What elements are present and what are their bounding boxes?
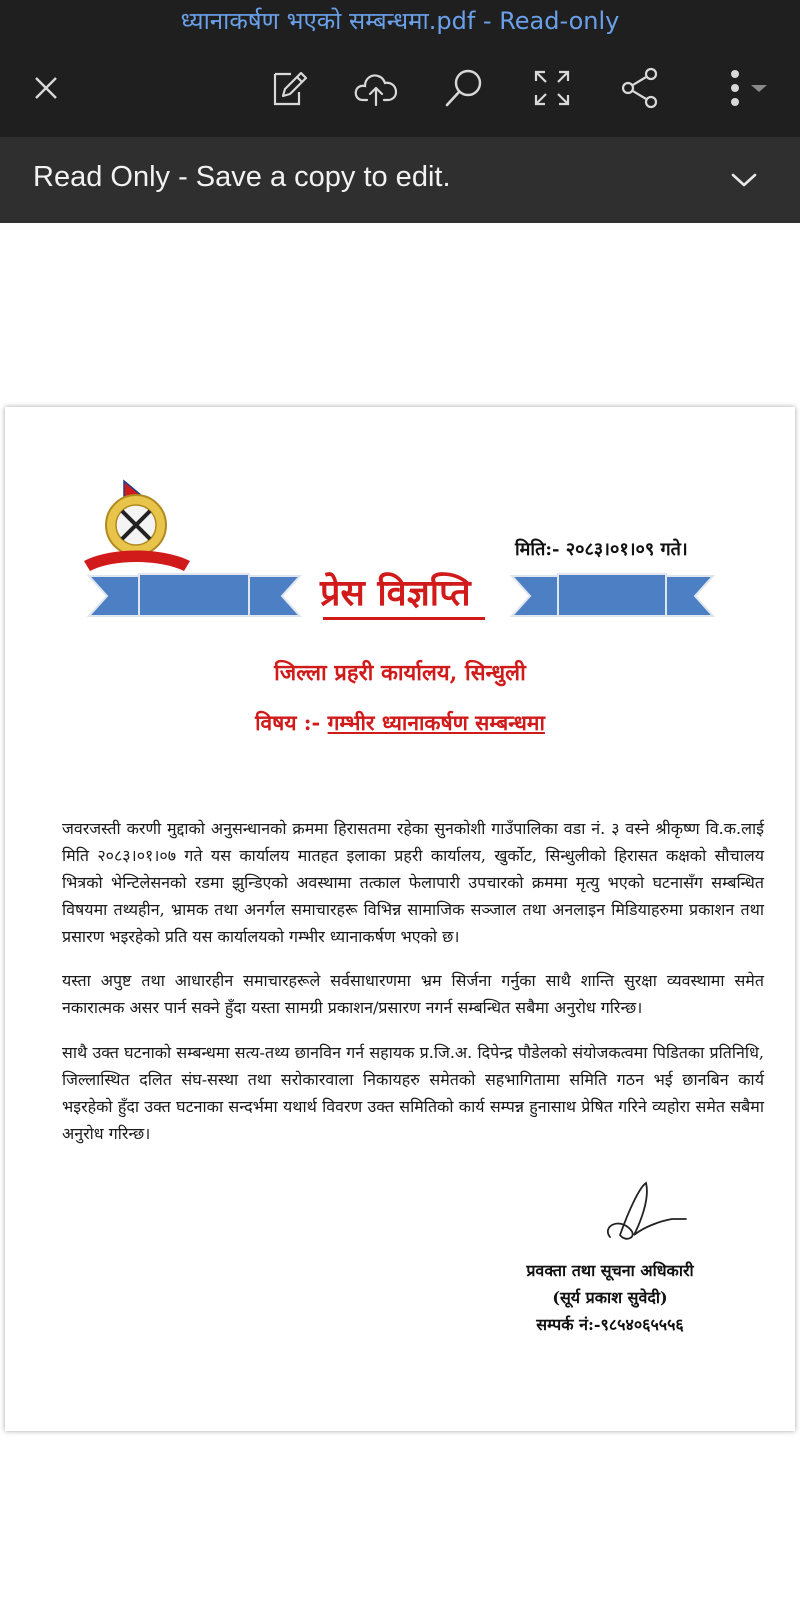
heading-underline <box>323 617 485 620</box>
close-icon <box>31 73 61 103</box>
more-options-icon <box>717 66 777 110</box>
office-name: जिल्ला प्रहरी कार्यालय, सिन्धुली <box>274 660 526 686</box>
subject-line <box>5 709 795 737</box>
subject-label: विषय :- <box>255 710 321 735</box>
signatory-name: (सूर्य प्रकाश सुवेदी) <box>552 1288 668 1307</box>
signature-icon <box>600 1177 690 1247</box>
cloud-upload-icon <box>353 68 399 108</box>
close-button[interactable] <box>20 62 72 114</box>
edit-pen-icon <box>267 66 311 110</box>
pdf-page[interactable] <box>5 407 795 1431</box>
chevron-down-icon <box>729 170 759 190</box>
fullscreen-icon <box>532 68 572 108</box>
right-ribbon-icon <box>510 572 715 624</box>
subject-value: गम्भीर ध्यानाकर्षण सम्बन्धमा <box>327 710 545 735</box>
share-button[interactable] <box>614 62 666 114</box>
search-icon <box>442 66 486 110</box>
signatory-contact: सम्पर्क नं:-९८५४०६५५५६ <box>536 1315 684 1334</box>
document-date: मिति:- २०८३।०१।०९ गते। <box>515 539 688 560</box>
left-ribbon-icon <box>87 572 302 624</box>
read-only-banner <box>0 137 800 223</box>
body-paragraph: साथै उक्त घटनाको सम्बन्धमा सत्य-तथ्य छानविन गर्न सहायक प्र.जि.अ. दिपेन्द्र पौडेलको संयोजकत्वमा पिडितका प्रतिनिधि, जिल्लास्थित दलित संघ-सस्था तथा सरोकारवाला निकायहरु समेतको सहभागितामा समिति गठन भई छानबिन कार्य भइरहेको हुँदा उक्त घटनाका सन्दर्भमा यथार्थ विवरण उक्त समितिको कार्य सम्पन्न हुनासाथ प्रेषित गरिने व्यहोरा समेत सबैमा अनुरोध गरिन्छ। <box>62 1043 764 1143</box>
signatory-position: प्रवक्ता तथा सूचना अधिकारी <box>526 1261 694 1280</box>
body-paragraph: यस्ता अपुष्ट तथा आधारहीन समाचारहरूले सर्वसाधारणमा भ्रम सिर्जना गर्नुका साथै शान्ति सुरक्षा व्यवस्थामा समेत नकारात्मक असर पार्न सक्ने हुँदा यस्ता सामग्री प्रकाशन/प्रसारण नगर्न सम्बन्धित सबैमा अनुरोध गरिन्छ। <box>62 971 764 1017</box>
app-titlebar <box>0 0 800 137</box>
body-paragraph: जवरजस्ती करणी मुद्दाको अनुसन्धानको क्रममा हिरासतमा रहेका सुनकोशी गाउँपालिका वडा नं. ३ वस्ने श्रीकृष्ण वि.क.लाई मिति २०८३।०१।०७ गते यस कार्यालय मातहत इलाका प्रहरी कार्यालय, खुर्कोट, सिन्धुलीको हिरासत कक्षको सौचालय भित्रको भेन्टिलेसनको रडमा झुन्डिएको अवस्थामा तत्काल फेलापारी उपचारको क्रममा मृत्यु भएको घटनासँग सम्बन्धित विषयमा तथ्यहीन, भ्रामक तथा अनर्गल समाचारहरू विभिन्न सामाजिक सञ्जाल तथा अनलाइन मिडियाहरुमा प्रकाशन तथा प्रसारण भइरहेको प्रति यस कार्यालयको गम्भीर ध्यानाकर्षण भएको छ। <box>62 819 764 946</box>
fullscreen-button[interactable] <box>526 62 578 114</box>
banner-expand-button[interactable] <box>722 158 766 202</box>
upload-button[interactable] <box>350 62 402 114</box>
search-button[interactable] <box>438 62 490 114</box>
share-icon <box>618 66 662 110</box>
banner-text: Read Only - Save a copy to edit. <box>33 161 451 193</box>
document-title: ध्यानाकर्षण भएको सम्बन्धमा.pdf - Read-only <box>180 7 620 35</box>
edit-button[interactable] <box>263 62 315 114</box>
press-release-heading: प्रेस विज्ञप्ति <box>320 572 471 614</box>
signature-block <box>485 1257 735 1338</box>
nepal-police-logo-icon <box>80 477 205 582</box>
more-options-button[interactable] <box>712 62 782 114</box>
